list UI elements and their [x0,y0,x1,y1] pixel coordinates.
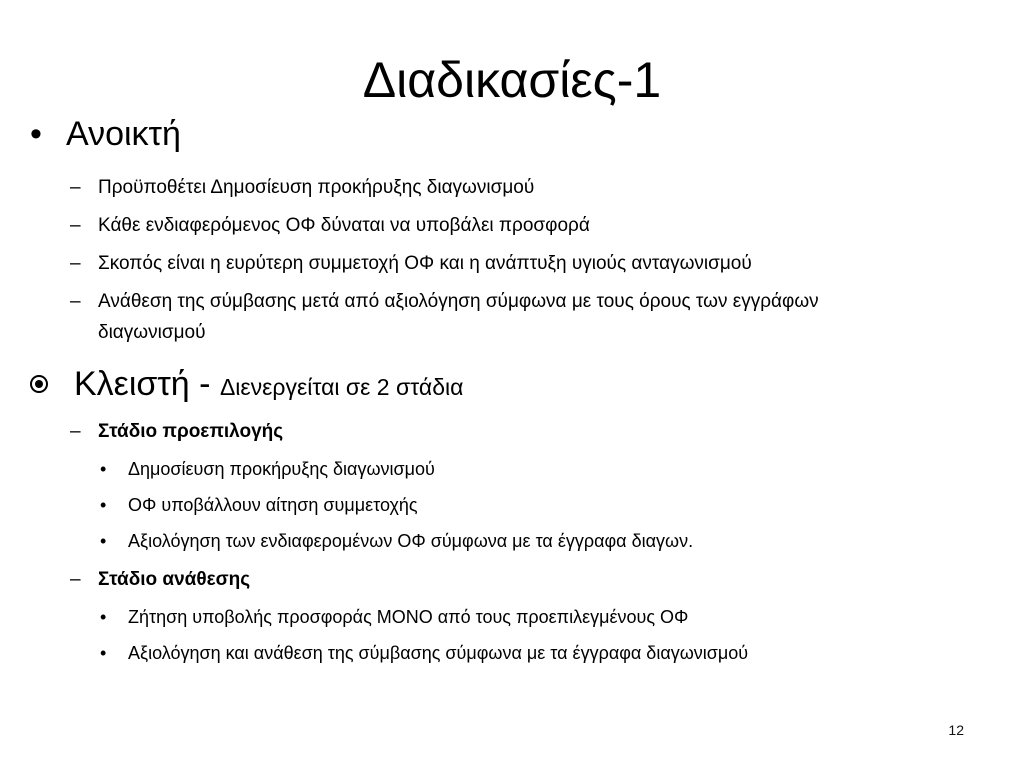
stage2-item-text: Ζήτηση υποβολής προσφοράς ΜΟΝΟ από τους προεπιλεγμένους ΟΦ [128,607,689,627]
dot-marker: • [100,495,107,515]
dash-marker: – [70,569,81,590]
stage-heading [70,564,970,595]
open-item [70,172,970,203]
open-item-text: Προϋποθέτει Δημοσίευση προκήρυξης διαγωνισμού [98,177,535,198]
dot-marker: • [100,459,107,479]
closed-procedure-subtitle: Διενεργείται σε 2 στάδια [219,374,464,400]
stage1-item [100,454,1000,484]
stage2-item-text: Αξιολόγηση και ανάθεση της σύμβασης σύμφωνα με τα έγγραφα διαγωνισμού [128,643,749,663]
dot-marker: • [100,607,107,627]
dash-marker: – [70,215,81,236]
page-number: 12 [948,722,964,738]
bullet-marker: • [30,115,42,153]
closed-separator: - [189,365,220,403]
open-procedure-heading [30,114,181,154]
open-item-text: Ανάθεση της σύμβασης μετά από αξιολόγηση σύμφωνα με τους όρους των εγγράφων διαγωνισμού [98,291,819,343]
open-item [70,248,970,279]
dash-marker: – [70,291,81,312]
open-item [70,286,970,348]
dash-marker: – [70,253,81,274]
dash-marker: – [70,421,81,442]
stage1-item-text: Αξιολόγηση των ενδιαφερομένων ΟΦ σύμφωνα με τα έγγραφα διαγων. [128,531,694,551]
stage-heading [70,416,970,447]
stage1-item [100,490,1000,520]
stage1-item-text: Δημοσίευση προκήρυξης διαγωνισμού [128,459,435,479]
radio-bullet-icon [30,375,48,393]
open-procedure-label: Ανοικτή [66,115,181,153]
stage2-item [100,638,1000,668]
open-item-text: Σκοπός είναι η ευρύτερη συμμετοχή ΟΦ και η ανάπτυξη υγιούς ανταγωνισμού [98,253,752,274]
slide-title: Διαδικασίες-1 [362,52,662,108]
stage2-item [100,602,1000,632]
stage1-title: Στάδιο προεπιλογής [98,421,284,442]
open-item [70,210,970,241]
stage2-title: Στάδιο ανάθεσης [98,569,251,590]
open-item-text: Κάθε ενδιαφερόμενος ΟΦ δύναται να υποβάλει προσφορά [98,215,590,236]
closed-procedure-label: Κλειστή [74,365,190,403]
stage1-item-text: ΟΦ υποβάλλουν αίτηση συμμετοχής [128,495,418,515]
closed-procedure-heading [30,364,463,407]
dot-marker: • [100,531,107,551]
stage1-item [100,526,1000,556]
dot-marker: • [100,643,107,663]
dash-marker: – [70,177,81,198]
